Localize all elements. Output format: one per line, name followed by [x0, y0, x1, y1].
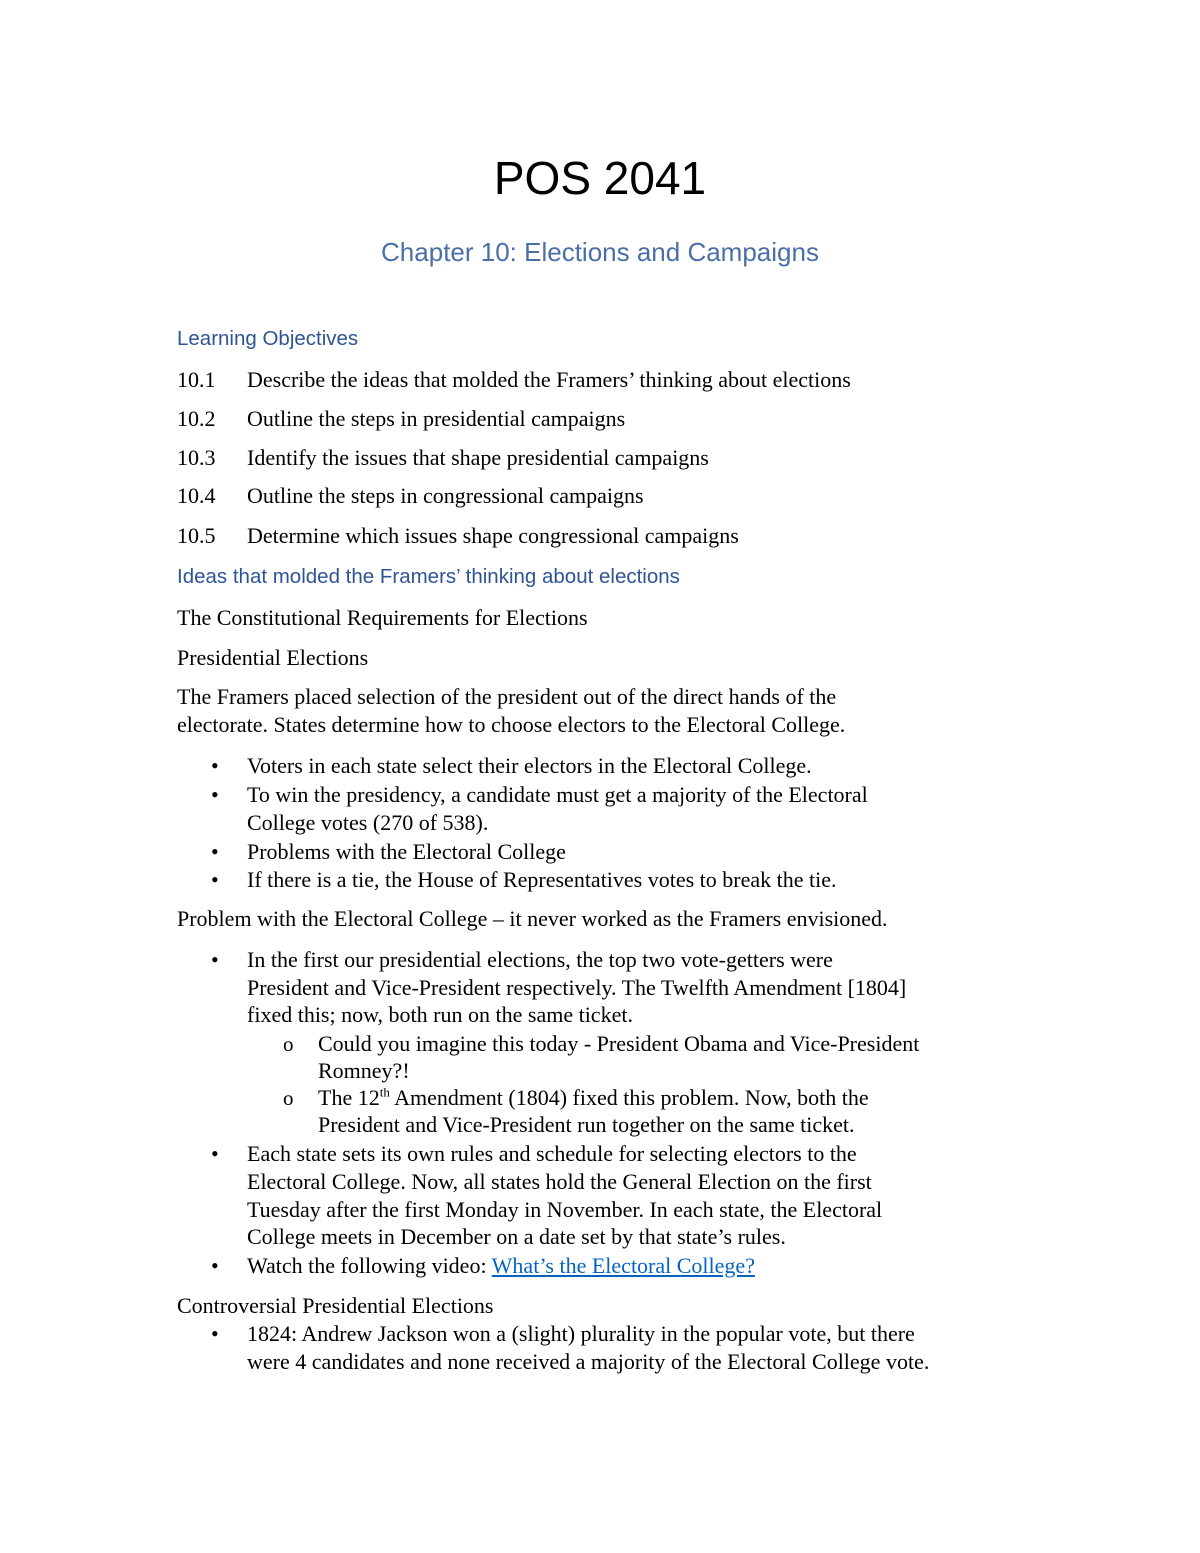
- subbullet-text: Could you imagine this today - President Obama and Vice-President: [318, 1031, 920, 1056]
- objective-number: 10.5: [177, 523, 216, 548]
- bullet-text: If there is a tie, the House of Representatives votes to break the tie.: [247, 867, 837, 892]
- bullet-icon: •: [211, 1253, 219, 1278]
- document-title: POS 2041: [493, 152, 707, 204]
- paragraph-line: The Framers placed selection of the president out of the direct hands of the: [177, 684, 837, 709]
- bullet-icon: •: [211, 782, 219, 807]
- objective-text: Outline the steps in presidential campaigns: [247, 406, 626, 431]
- bullet-icon: •: [211, 947, 219, 972]
- objective-number: 10.2: [177, 406, 216, 431]
- learning-objectives-heading: Learning Objectives: [177, 327, 359, 350]
- bullet-icon: •: [211, 1321, 219, 1346]
- bullet-icon: •: [211, 1141, 219, 1166]
- bullet-text: Electoral College. Now, all states hold the General Election on the first: [247, 1169, 872, 1194]
- subbullet-text: Romney?!: [318, 1058, 410, 1083]
- constitutional-requirements-line: The Constitutional Requirements for Elections: [177, 605, 588, 630]
- subbullet-text: President and Vice-President run together on the same ticket.: [318, 1112, 855, 1137]
- bullet-text: were 4 candidates and none received a majority of the Electoral College vote.: [247, 1349, 930, 1374]
- subbullet-icon: o: [283, 1032, 294, 1056]
- bullet-text: 1824: Andrew Jackson won a (slight) plurality in the popular vote, but there: [247, 1321, 915, 1346]
- chapter-subtitle: Chapter 10: Elections and Campaigns: [381, 237, 819, 267]
- objective-number: 10.1: [177, 367, 216, 392]
- objective-number: 10.3: [177, 445, 216, 470]
- bullet-icon: •: [211, 753, 219, 778]
- objective-text: Outline the steps in congressional campaigns: [247, 483, 644, 508]
- objective-text: Describe the ideas that molded the Framers’ thinking about elections: [247, 367, 851, 392]
- bullet-text-part: Watch the following video:: [247, 1253, 492, 1278]
- bullet-text: To win the presidency, a candidate must get a majority of the Electoral: [247, 782, 868, 807]
- section-heading: Ideas that molded the Framers’ thinking about elections: [177, 565, 680, 588]
- bullet-icon: •: [211, 839, 219, 864]
- bullet-text: Voters in each state select their electors in the Electoral College.: [247, 753, 812, 778]
- controversial-heading: Controversial Presidential Elections: [177, 1293, 494, 1318]
- bullet-text: In the first our presidential elections, the top two vote-getters were: [247, 947, 833, 972]
- subbullet-text-part: The 12: [318, 1085, 380, 1110]
- bullet-text: Tuesday after the first Monday in November. In each state, the Electoral: [247, 1197, 883, 1222]
- subbullet-text: [318, 1084, 869, 1112]
- bullet-text: [247, 1252, 755, 1280]
- objective-text: Determine which issues shape congressional campaigns: [247, 523, 739, 548]
- subbullet-text-part: Amendment (1804) fixed this problem. Now, both the: [389, 1085, 869, 1110]
- presidential-elections-line: Presidential Elections: [177, 645, 369, 670]
- bullet-icon: •: [211, 867, 219, 892]
- bullet-text: Problems with the Electoral College: [247, 839, 566, 864]
- bullet-text: Each state sets its own rules and schedule for selecting electors to the: [247, 1141, 857, 1166]
- bullet-text: President and Vice-President respectively. The Twelfth Amendment [1804]: [247, 975, 907, 1000]
- objective-text: Identify the issues that shape presidential campaigns: [247, 445, 709, 470]
- problem-paragraph: Problem with the Electoral College – it never worked as the Framers envisioned.: [177, 906, 888, 931]
- bullet-text: College votes (270 of 538).: [247, 810, 489, 835]
- subbullet-icon: o: [283, 1086, 294, 1110]
- superscript: th: [379, 1084, 390, 1100]
- objective-number: 10.4: [177, 483, 216, 508]
- bullet-text: College meets in December on a date set by that state’s rules.: [247, 1224, 786, 1249]
- bullet-text: fixed this; now, both run on the same ticket.: [247, 1002, 633, 1027]
- electoral-college-video-link[interactable]: What’s the Electoral College?: [491, 1253, 755, 1278]
- paragraph-line: electorate. States determine how to choose electors to the Electoral College.: [177, 712, 846, 737]
